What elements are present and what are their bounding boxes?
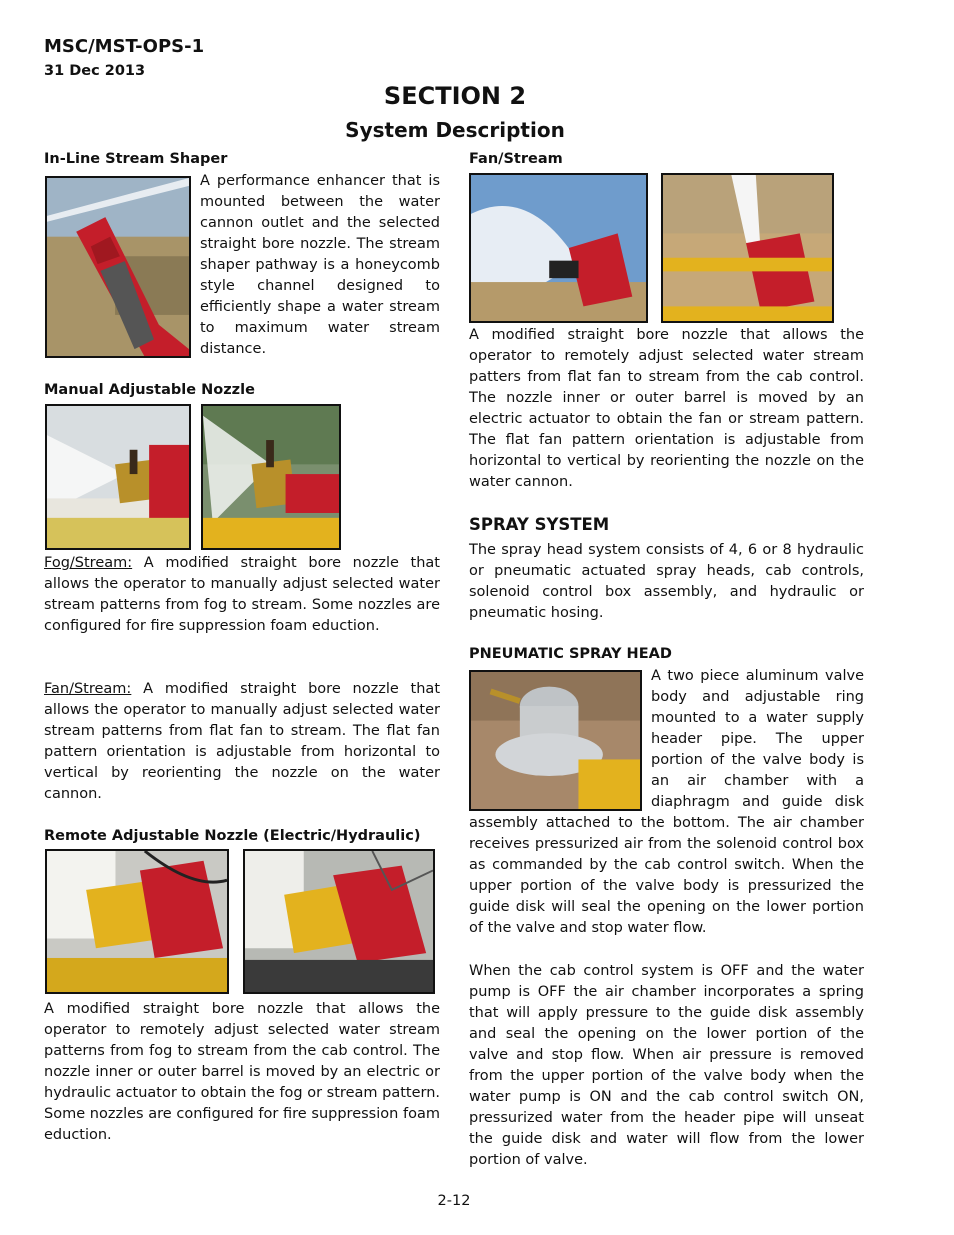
fog-stream-paragraph bbox=[44, 553, 440, 637]
manual-nozzle-heading: Manual Adjustable Nozzle bbox=[44, 382, 255, 398]
inline-shaper-heading: In-Line Stream Shaper bbox=[44, 151, 228, 167]
page-number: 2-12 bbox=[437, 1193, 471, 1209]
pneumatic-spray-head-text-2: When the cab control system is OFF and the water pump is OFF the air chamber incorporates a spring that will apply pressure to the guide disk assembly and seal the opening on the lower portion of the valve and stop flow. When air pressure is removed from the upper portion of the valve body when the water pump is ON and the cab control switch ON, pressurized water from the header pipe will unseat the guide disk and water will flow from the lower portion of valve. bbox=[469, 963, 864, 1168]
manual-nozzle-fog-photo bbox=[45, 404, 191, 550]
fog-stream-label: Fog/Stream: bbox=[44, 555, 133, 571]
spray-system-text: The spray head system consists of 4, 6 or 8 hydraulic or pneumatic actuated spray heads, cab controls, solenoid control box assembly, and hydraulic or pneumatic hosing. bbox=[469, 542, 864, 621]
inline-shaper-photo bbox=[45, 176, 191, 358]
pneumatic-spray-head-text bbox=[469, 666, 864, 939]
fan-stream-heading: Fan/Stream bbox=[469, 151, 563, 167]
remote-nozzle-photo-1 bbox=[45, 849, 229, 994]
fan-stream-photo-2 bbox=[661, 173, 834, 323]
remote-nozzle-text: A modified straight bore nozzle that allows the operator to remotely adjust selected water stream patterns from fog to stream from the cab control. The nozzle inner or outer barrel is moved by an electric or hydraulic actuator to obtain the fog or stream pattern. Some nozzles are configured for fire suppression foam eduction. bbox=[44, 1001, 440, 1143]
pneumatic-spray-head-heading: PNEUMATIC SPRAY HEAD bbox=[469, 646, 672, 662]
fog-stream-text: A modified straight bore nozzle that allows the operator to manually adjust selected water stream patterns from fog to stream. Some nozzles are configured for fire suppression foam eduction. bbox=[44, 555, 440, 634]
fan-stream-text: A modified straight bore nozzle that allows the operator to remotely adjust selected water stream patters from flat fan to stream from the cab control. The nozzle inner or outer barrel is moved by an electric actuator to obtain the fan or stream pattern. The flat fan pattern orientation is adjustable from horizontal to vertical by reorienting the nozzle on the water cannon. bbox=[469, 327, 864, 490]
document-date: 31 Dec 2013 bbox=[44, 63, 146, 79]
section-title: System Description bbox=[345, 118, 565, 142]
remote-nozzle-photo-2 bbox=[243, 849, 435, 994]
photo-spacer bbox=[469, 666, 651, 813]
fan-stream-photo-1 bbox=[469, 173, 648, 323]
fan-stream-label: Fan/Stream: bbox=[44, 681, 132, 697]
inline-shaper-text: A performance enhancer that is mounted between the water cannon outlet and the selected straight bore nozzle. The stream shaper pathway is a honeycomb style channel designed to efficiently shape a water stream to maximum water stream distance. bbox=[200, 173, 440, 357]
document-id: MSC/MST-OPS-1 bbox=[44, 36, 205, 57]
fan-stream-paragraph bbox=[44, 679, 440, 805]
remote-nozzle-heading: Remote Adjustable Nozzle (Electric/Hydraulic) bbox=[44, 828, 421, 844]
manual-nozzle-fan-photo bbox=[201, 404, 341, 550]
section-number: SECTION 2 bbox=[383, 82, 527, 110]
pneumatic-text-1: A two piece aluminum valve body and adjustable ring mounted to a water supply header pipe. The upper portion of the valve body is an air chamber with a diaphragm and guide disk assembly attached to the bottom. The air chamber receives pressurized air from the solenoid control box as commanded by the cab control switch. When the upper portion of the valve body is pressurized the guide disk will seal the opening on the lower portion of the valve and stop water flow. bbox=[469, 668, 864, 936]
spray-system-heading: SPRAY SYSTEM bbox=[469, 515, 610, 534]
fan-stream-text: A modified straight bore nozzle that allows the operator to manually adjust selected water stream patterns from flat fan to stream. The flat fan pattern orientation is adjustable from horizontal to vertical by reorienting the nozzle on the water cannon. bbox=[44, 681, 441, 802]
